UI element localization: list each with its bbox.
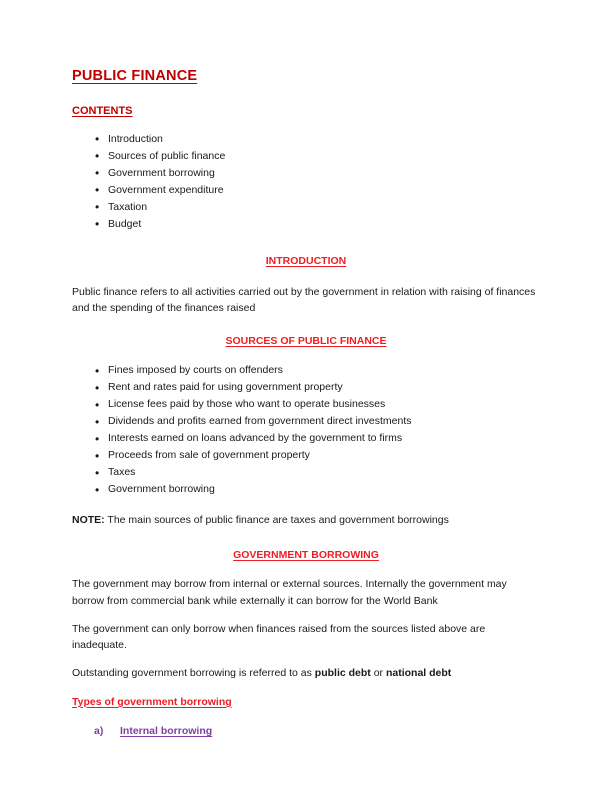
contents-item-label: Budget xyxy=(108,217,142,230)
term-national-debt: national debt xyxy=(385,667,452,680)
contents-list xyxy=(72,131,540,233)
introduction-heading: INTRODUCTION xyxy=(265,254,347,267)
list-item xyxy=(72,413,540,430)
type-internal-borrowing-label[interactable]: Internal borrowing xyxy=(120,725,213,738)
sources-item-label: Interests earned on loans advanced by the government to firms xyxy=(108,432,403,445)
note-label: NOTE: xyxy=(72,514,105,527)
spacer xyxy=(72,317,540,335)
spacer xyxy=(72,348,540,362)
spacer xyxy=(72,682,540,696)
contents-item-label: Sources of public finance xyxy=(108,149,226,162)
list-item xyxy=(72,430,540,447)
list-item xyxy=(72,362,540,379)
spacer xyxy=(72,562,540,576)
list-item xyxy=(72,199,540,216)
list-item xyxy=(72,481,540,498)
list-item xyxy=(72,723,540,740)
spacer xyxy=(72,609,540,621)
types-of-government-borrowing-list xyxy=(72,723,540,740)
spacer xyxy=(72,709,540,723)
contents-item-label: Introduction xyxy=(108,132,163,145)
sources-item-label: Taxes xyxy=(108,466,136,479)
spacer xyxy=(72,653,540,665)
page-title: PUBLIC FINANCE xyxy=(72,68,198,84)
term-public-debt: public debt xyxy=(314,667,371,680)
types-of-government-borrowing-heading: Types of government borrowing xyxy=(72,695,232,708)
list-item xyxy=(72,464,540,481)
list-item xyxy=(72,182,540,199)
spacer xyxy=(72,498,540,512)
list-item xyxy=(72,165,540,182)
sources-list xyxy=(72,362,540,498)
list-item xyxy=(72,216,540,233)
note-text: The main sources of public finance are taxes and government borrowings xyxy=(104,514,449,527)
list-item xyxy=(72,131,540,148)
list-marker: a) xyxy=(94,725,104,738)
sources-item-label: Rent and rates paid for using government property xyxy=(108,381,343,394)
spacer xyxy=(72,529,540,549)
list-item xyxy=(72,447,540,464)
list-item xyxy=(72,379,540,396)
contents-item-label: Government expenditure xyxy=(108,183,224,196)
list-item xyxy=(72,396,540,413)
contents-item-label: Taxation xyxy=(108,200,148,213)
government-borrowing-paragraph-1: The government may borrow from internal or external sources. Internally the government may borrow from commercial bank while externally it can borrow for the World Bank xyxy=(72,578,507,607)
government-borrowing-paragraph-3 xyxy=(72,665,540,681)
sources-item-label: Proceeds from sale of government property xyxy=(108,449,310,462)
sources-item-label: Fines imposed by courts on offenders xyxy=(108,364,283,377)
spacer xyxy=(72,268,540,284)
introduction-paragraph: Public finance refers to all activities carried out by the government in relation with raising of finances and the spending of the finances raised xyxy=(72,286,536,315)
spacer xyxy=(72,233,540,255)
government-borrowing-heading: GOVERNMENT BORROWING xyxy=(233,548,379,561)
sources-item-label: License fees paid by those who want to operate businesses xyxy=(108,398,386,411)
paragraph-3-conjunction: or xyxy=(370,667,386,680)
paragraph-3-prefix: Outstanding government borrowing is referred to as xyxy=(72,667,315,680)
list-item xyxy=(72,148,540,165)
government-borrowing-paragraph-2: The government can only borrow when finances raised from the sources listed above are inadequate. xyxy=(72,622,486,652)
sources-item-label: Dividends and profits earned from government direct investments xyxy=(108,415,412,428)
sources-item-label: Government borrowing xyxy=(108,483,215,496)
contents-item-label: Government borrowing xyxy=(108,166,215,179)
contents-heading: CONTENTS xyxy=(72,105,133,118)
sources-note xyxy=(72,512,540,528)
sources-heading: SOURCES OF PUBLIC FINANCE xyxy=(225,334,387,347)
